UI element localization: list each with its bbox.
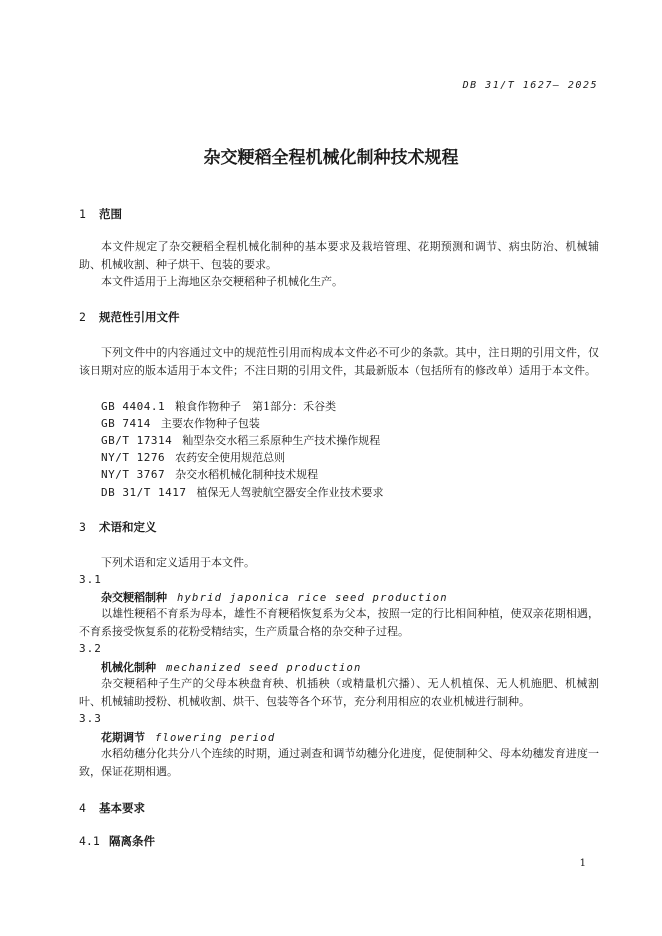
section-number: 3 [79,520,86,534]
reference-item [101,398,336,414]
document-title: 杂交粳稻全程机械化制种技术规程 [203,148,459,168]
subsection-number: 4.1 [79,834,100,848]
section-2-heading [79,309,180,325]
paragraph: 下列术语和定义适用于本文件。 [101,556,255,569]
term-number: 3.2 [79,642,102,655]
paragraph: 本文件规定了杂交粳稻全程机械化制种的基本要求及栽培管理、花期预测和调节、病虫防治、机械辅助、机械收割、种子烘干、包装的要求。 [79,240,599,271]
standard-code: DB 31/T 1627— 2025 [462,80,598,91]
reference-title: 粮食作物种子 第1部分：禾谷类 [175,400,337,413]
term-en: mechanized seed production [166,662,362,674]
term-entry [101,659,362,675]
reference-code: NY/T 3767 [101,468,166,481]
reference-title: 杂交水稻机械化制种技术规程 [175,468,319,481]
reference-title: 主要农作物种子包装 [160,417,260,430]
term-zh: 机械化制种 [101,661,156,674]
reference-item [101,415,260,431]
section-3-heading [79,519,157,535]
term-zh: 杂交粳稻制种 [101,591,167,604]
term-number: 3.1 [79,573,102,586]
reference-title: 农药安全使用规范总则 [175,451,286,464]
reference-title: 植保无人驾驶航空器安全作业技术要求 [196,486,384,499]
paragraph: 本文件适用于上海地区杂交粳稻种子机械化生产。 [101,275,343,288]
term-number: 3.3 [79,712,102,725]
term-entry [101,589,448,605]
term-en: hybrid japonica rice seed production [177,592,448,604]
reference-item [101,449,285,465]
term-definition: 杂交粳稻种子生产的父母本秧盘育秧、机插秧（或精量机穴播）、无人机植保、无人机施肥、机械割叶、机械辅助授粉、机械收割、烘干、包装等各个环节，充分利用相应的农业机械进行制种。 [79,677,599,708]
term-entry [101,729,275,745]
reference-code: DB 31/T 1417 [101,486,187,499]
section-title: 术语和定义 [99,520,157,534]
reference-code: GB/T 17314 [101,434,173,447]
section-number: 1 [79,207,86,221]
section-number: 2 [79,310,86,324]
section-4-heading [79,800,145,816]
reference-item [101,484,383,500]
reference-code: GB 7414 [101,417,151,430]
reference-code: NY/T 1276 [101,451,166,464]
section-title: 范围 [99,207,122,221]
subsection-4-1-heading [79,833,155,849]
term-definition: 水稻幼穗分化共分八个连续的时期，通过剥查和调节幼穗分化进度，促使制种父、母本幼穗发育进度一致，保证花期相遇。 [79,747,599,778]
section-number: 4 [79,801,86,815]
subsection-title: 隔离条件 [109,834,155,848]
reference-code: GB 4404.1 [101,400,166,413]
section-1-heading [79,206,122,222]
term-zh: 花期调节 [101,731,145,744]
term-definition: 以雄性粳稻不育系为母本，雄性不育粳稻恢复系为父本，按照一定的行比相间种植，使双亲花期相遇，不育系接受恢复系的花粉受精结实，生产质量合格的杂交种子过程。 [79,607,599,638]
reference-title: 籼型杂交水稻三系原种生产技术操作规程 [182,434,381,447]
section-title: 基本要求 [99,801,145,815]
reference-item [101,466,318,482]
reference-item [101,432,380,448]
section-title: 规范性引用文件 [99,310,180,324]
paragraph: 下列文件中的内容通过文中的规范性引用而构成本文件必不可少的条款。其中，注日期的引用文件，仅该日期对应的版本适用于本文件；不注日期的引用文件，其最新版本（包括所有的修改单）适用于本文件。 [79,346,599,377]
page-number: 1 [579,858,586,869]
term-en: flowering period [155,732,276,744]
